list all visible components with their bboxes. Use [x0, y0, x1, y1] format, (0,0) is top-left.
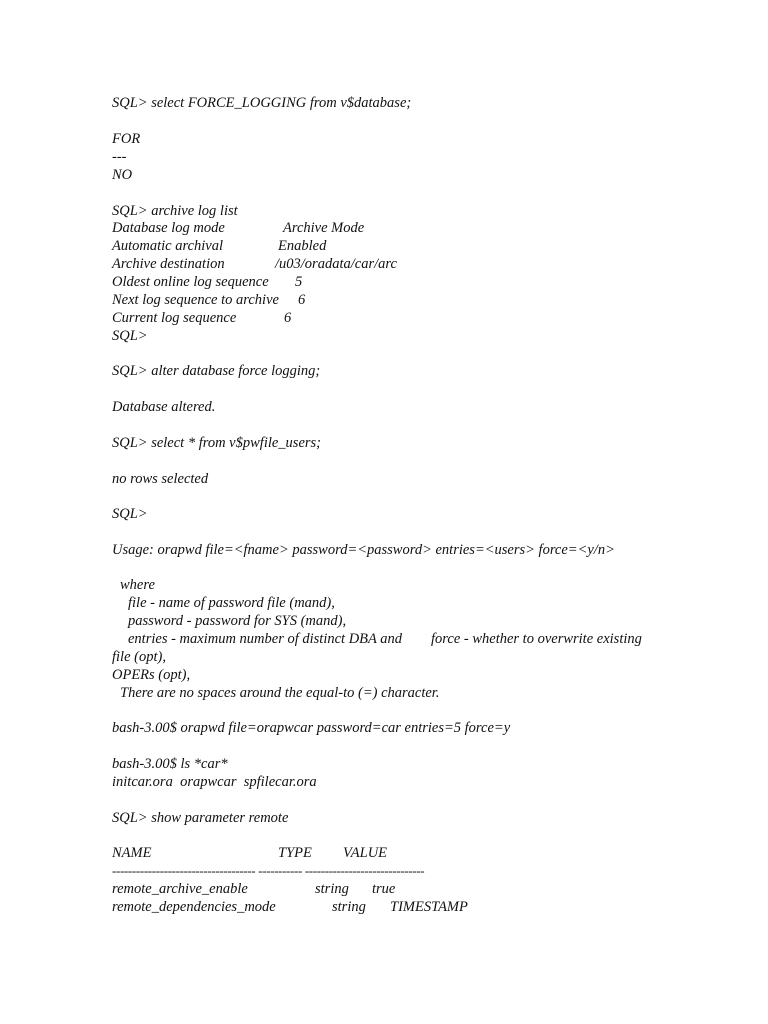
param-header-name: NAME	[112, 845, 152, 861]
alter-database-command: SQL> alter database force logging;	[112, 363, 321, 379]
archive-log-list-command: SQL> archive log list	[112, 203, 238, 219]
param-row-name: remote_dependencies_mode	[112, 899, 276, 915]
force-logging-column-header: FOR	[112, 131, 141, 147]
param-row-type: string	[315, 881, 349, 897]
orapwd-usage-line: Usage: orapwd file=<fname> password=<password> entries=<users> force=<y/n>	[112, 542, 615, 558]
usage-file-opt: file (opt),	[112, 649, 166, 665]
archive-row-value: 6	[284, 310, 292, 326]
param-row-value: true	[372, 881, 396, 897]
usage-opers-opt: OPERs (opt),	[112, 667, 191, 683]
archive-row-value: 6	[298, 292, 306, 308]
archive-row-label: Database log mode	[112, 220, 225, 236]
ls-bash-command: bash-3.00$ ls *car*	[112, 756, 228, 772]
usage-entries-param: entries - maximum number of distinct DBA and	[128, 631, 402, 647]
pwfile-users-result: no rows selected	[112, 471, 209, 487]
param-header-value: VALUE	[343, 845, 388, 861]
force-logging-query: SQL> select FORCE_LOGGING from v$database;	[112, 95, 412, 111]
ls-output: initcar.ora orapwcar spfilecar.ora	[112, 774, 317, 790]
param-row-value: TIMESTAMP	[390, 899, 468, 915]
archive-row-value: /u03/oradata/car/arc	[275, 256, 397, 272]
usage-note: There are no spaces around the equal-to (=) character.	[120, 685, 440, 701]
archive-row-label: Current log sequence	[112, 310, 237, 326]
sql-prompt: SQL>	[112, 506, 148, 522]
usage-force-param: force - whether to overwrite existing	[431, 631, 642, 647]
orapwd-bash-command: bash-3.00$ orapwd file=orapwcar password=car entries=5 force=y	[112, 720, 511, 736]
archive-row-value: Archive Mode	[283, 220, 365, 236]
param-row-type: string	[332, 899, 366, 915]
archive-row-value: Enabled	[278, 238, 327, 254]
show-parameter-command: SQL> show parameter remote	[112, 810, 289, 826]
archive-row-label: Archive destination	[112, 256, 225, 272]
force-logging-column-rule: ---	[112, 149, 127, 165]
usage-password-param: password - password for SYS (mand),	[128, 613, 347, 629]
param-row-name: remote_archive_enable	[112, 881, 248, 897]
param-header-rule: ------------------------------------ ----------- ------------------------------	[112, 863, 425, 878]
archive-row-label: Next log sequence to archive	[112, 292, 279, 308]
param-header-type: TYPE	[278, 845, 312, 861]
sql-prompt: SQL>	[112, 328, 148, 344]
usage-file-param: file - name of password file (mand),	[128, 595, 335, 611]
archive-row-label: Oldest online log sequence	[112, 274, 269, 290]
alter-database-result: Database altered.	[112, 399, 216, 415]
archive-row-label: Automatic archival	[112, 238, 224, 254]
force-logging-value: NO	[112, 167, 133, 183]
archive-row-value: 5	[295, 274, 303, 290]
usage-where: where	[120, 577, 155, 593]
pwfile-users-query: SQL> select * from v$pwfile_users;	[112, 435, 322, 451]
